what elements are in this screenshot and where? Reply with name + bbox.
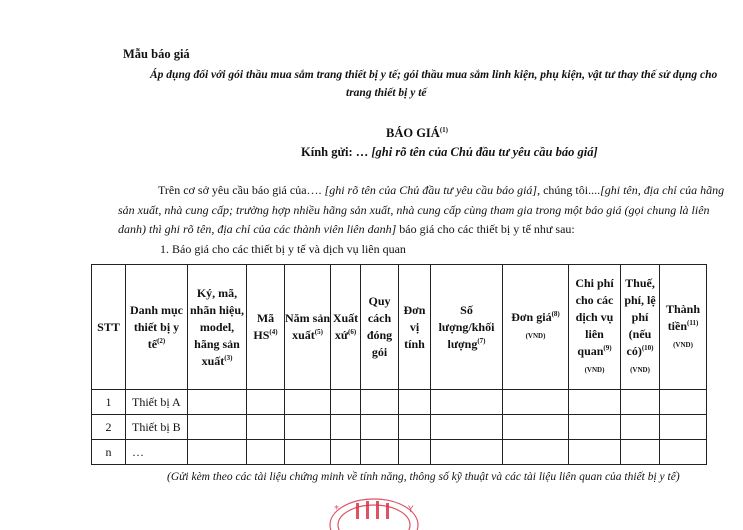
- header-taxes-fees-currency: (VND): [630, 366, 650, 374]
- header-device-list-note: (2): [157, 336, 166, 345]
- header-model-brand-note: (3): [224, 353, 233, 362]
- intro-paragraph-line-1: [158, 183, 724, 198]
- row-device-name-cell: …: [126, 440, 188, 465]
- header-origin: [331, 265, 361, 390]
- table-row: [92, 440, 707, 465]
- intro-text-f: báo giá cho các thiết bị y tế như sau:: [396, 222, 575, 236]
- empty-cell: [285, 390, 331, 415]
- intro-placeholder-e: danh) thì ghi rõ tên, địa chỉ của các thành viên liên danh]: [118, 222, 397, 236]
- header-model-brand: [188, 265, 247, 390]
- empty-cell: [247, 415, 285, 440]
- addressee-line: [301, 145, 598, 160]
- intro-paragraph-line-3: [118, 222, 575, 237]
- header-device-list: [126, 265, 188, 390]
- header-unit-price: [503, 265, 569, 390]
- form-label: Mẫu báo giá: [123, 47, 190, 61]
- header-manufacture-year: [285, 265, 331, 390]
- header-taxes-fees-note: (10): [641, 344, 654, 352]
- header-manufacture-year-label: Năm sản xuất: [285, 311, 331, 342]
- empty-cell: [660, 415, 707, 440]
- scope-line-1: Áp dụng đối với gói thầu mua sắm trang thiết bị y tế; gói thầu mua sắm linh kiện, phụ kiện, vật tư thay thế sử dụng cho: [150, 69, 718, 81]
- intro-text-a: Trên cơ sở yêu cầu báo giá của….: [158, 183, 322, 197]
- empty-cell: [285, 440, 331, 465]
- header-hs-code: [247, 265, 285, 390]
- row-stt-cell: 2: [92, 415, 126, 440]
- empty-cell: [431, 390, 503, 415]
- table-header-row: [92, 265, 707, 390]
- empty-cell: [399, 390, 431, 415]
- empty-cell: [503, 390, 569, 415]
- empty-cell: [621, 440, 660, 465]
- empty-cell: [331, 440, 361, 465]
- document-title: [386, 126, 448, 141]
- header-unit-price-label: Đơn giá: [511, 310, 552, 324]
- header-total-amount-note: (11): [687, 318, 699, 327]
- empty-cell: [503, 415, 569, 440]
- row-stt-cell: n: [92, 440, 126, 465]
- header-total-amount: [660, 265, 707, 390]
- empty-cell: [660, 440, 707, 465]
- empty-cell: [361, 415, 399, 440]
- empty-cell: [621, 390, 660, 415]
- document-title-text: BÁO GIÁ: [386, 126, 440, 140]
- intro-placeholder-a: [ghi rõ tên của Chủ đầu tư yêu cầu báo giá]: [324, 183, 538, 197]
- empty-cell: [188, 390, 247, 415]
- empty-cell: [399, 440, 431, 465]
- empty-cell: [331, 390, 361, 415]
- empty-cell: [569, 415, 621, 440]
- seal-stamp-icon: [326, 495, 422, 530]
- header-packaging: [361, 265, 399, 390]
- empty-cell: [431, 415, 503, 440]
- intro-text-c: , chúng tôi....: [537, 183, 601, 197]
- header-unit-price-currency: (VND): [525, 332, 546, 340]
- header-quantity: [431, 265, 503, 390]
- header-unit-price-note: (8): [551, 310, 560, 318]
- table-row: [92, 390, 707, 415]
- scope-line-2: trang thiết bị y tế: [346, 87, 427, 99]
- header-taxes-fees-label: Thuế, phí, lệ phí (nếu có): [624, 276, 656, 358]
- empty-cell: [503, 440, 569, 465]
- header-packaging-label: Quy cách đóng gói: [366, 294, 393, 359]
- empty-cell: [569, 440, 621, 465]
- header-manufacture-year-note: (5): [314, 328, 323, 336]
- header-unit: [399, 265, 431, 390]
- empty-cell: [285, 415, 331, 440]
- empty-cell: [247, 390, 285, 415]
- empty-cell: [399, 415, 431, 440]
- quotation-table: [91, 264, 707, 465]
- header-hs-code-note: (4): [269, 328, 278, 336]
- header-service-cost-currency: (VND): [584, 366, 605, 374]
- empty-cell: [361, 390, 399, 415]
- intro-paragraph-line-2: sản xuất, nhà cung cấp; trường hợp nhiều hãng sản xuất, nhà cung cấp cùng tham gia trong một báo giá (gọi chung là liên: [118, 203, 710, 217]
- header-origin-label: Xuất xứ: [332, 311, 359, 342]
- header-origin-note: (6): [348, 328, 357, 336]
- header-stt-label: STT: [97, 319, 120, 334]
- empty-cell: [660, 390, 707, 415]
- header-taxes-fees: [621, 265, 660, 390]
- empty-cell: [569, 390, 621, 415]
- addressee-placeholder: [ghi rõ tên của Chủ đầu tư yêu cầu báo giá]: [371, 145, 598, 159]
- header-quantity-note: (7): [477, 336, 486, 345]
- header-service-cost-note: (9): [603, 344, 612, 352]
- empty-cell: [188, 415, 247, 440]
- empty-cell: [188, 440, 247, 465]
- header-total-amount-label: Thành tiền: [665, 301, 701, 333]
- red-seal-stamp: [326, 495, 422, 530]
- header-quantity-label: Số lượng/khối lượng: [438, 302, 495, 351]
- empty-cell: [431, 440, 503, 465]
- header-stt: [92, 265, 126, 390]
- empty-cell: [331, 415, 361, 440]
- header-service-cost-label: Chi phí cho các dịch vụ liên quan: [575, 276, 614, 358]
- header-model-brand-label: Ký, mã, nhãn hiệu, model, hãng sản xuất: [189, 285, 245, 368]
- table-row: [92, 415, 707, 440]
- row-device-name-cell: Thiết bị B: [126, 415, 188, 440]
- empty-cell: [247, 440, 285, 465]
- row-stt-cell: 1: [92, 390, 126, 415]
- intro-placeholder-d: [ghi tên, địa chỉ của hãng: [600, 183, 725, 197]
- row-device-name-cell: Thiết bị A: [126, 390, 188, 415]
- header-total-amount-currency: (VND): [673, 340, 693, 349]
- header-hs-code-label: Mã HS: [253, 311, 275, 342]
- section-heading-1: 1. Báo giá cho các thiết bị y tế và dịch vụ liên quan: [160, 242, 406, 256]
- header-service-cost: [569, 265, 621, 390]
- empty-cell: [621, 415, 660, 440]
- svg-text:*: *: [334, 504, 339, 515]
- attachment-note: (Gửi kèm theo các tài liệu chứng minh về tính năng, thông số kỹ thuật và các tài liệu liên quan của thiết bị y tế): [167, 471, 680, 483]
- title-footnote: (1): [439, 125, 448, 134]
- addressee-prefix: Kính gửi: …: [301, 145, 369, 159]
- empty-cell: [361, 440, 399, 465]
- header-unit-label: Đơn vị tính: [403, 302, 426, 351]
- svg-text:Y: Y: [408, 505, 414, 515]
- header-device-list-label: Danh mục thiết bị y tế: [129, 302, 183, 351]
